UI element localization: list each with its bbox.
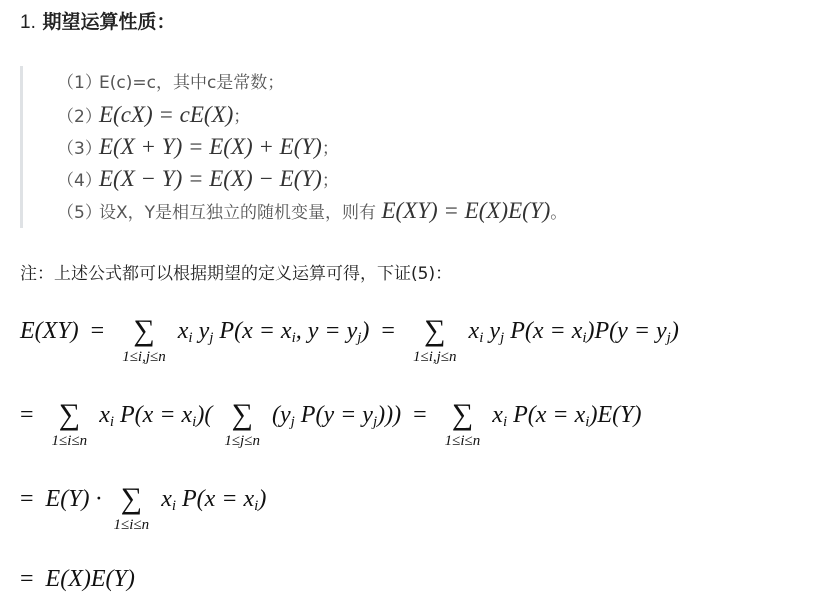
equals-sign: = bbox=[20, 486, 34, 512]
sigma-icon: ∑ bbox=[231, 398, 253, 431]
property-index: （2） bbox=[57, 107, 102, 127]
property-text: 设X，Y是相互独立的随机变量，则有 bbox=[99, 203, 377, 223]
proof-term: $x_i$ $y_j$ $P(x = x_i$, $y = y_j$) bbox=[177, 318, 370, 346]
proof-term: E(X)E(Y) bbox=[45, 566, 135, 592]
equals-sign: = bbox=[20, 566, 34, 592]
property-2 bbox=[57, 98, 250, 132]
proof-line-2 bbox=[20, 400, 641, 450]
property-suffix: ； bbox=[233, 107, 251, 127]
sigma-icon: ∑ bbox=[424, 314, 446, 347]
property-3 bbox=[57, 130, 339, 164]
proof-note: 注：上述公式都可以根据期望的定义运算可得，下证(5)： bbox=[20, 264, 453, 284]
proof-line-3 bbox=[20, 484, 266, 534]
proof-term: $x_i$ $P(x = x_i)$( bbox=[99, 402, 213, 430]
property-formula: E(XY) = E(X)E(Y) bbox=[381, 198, 551, 223]
property-index: （4） bbox=[57, 171, 102, 191]
summation-range: 1≤j≤n bbox=[224, 433, 260, 449]
summation bbox=[224, 400, 260, 450]
summation-range: 1≤i,j≤n bbox=[412, 349, 457, 365]
proof-line-4 bbox=[20, 564, 135, 594]
summation-range: 1≤i,j≤n bbox=[122, 349, 166, 365]
proof-term: $x_i$ $P(x = x_i)E(Y)$ bbox=[492, 402, 642, 430]
property-formula: E(X − Y) = E(X) − E(Y) bbox=[99, 166, 322, 191]
equals-sign: = bbox=[20, 402, 34, 428]
summation bbox=[52, 400, 88, 450]
summation-range: 1≤i≤n bbox=[444, 433, 481, 449]
proof-term: $x_i$ $P(x = x_i)$ bbox=[161, 486, 267, 514]
property-formula: E(X + Y) = E(X) + E(Y) bbox=[99, 134, 322, 159]
property-1 bbox=[57, 66, 284, 100]
sigma-icon: ∑ bbox=[120, 482, 143, 515]
proof-term: E(Y) · bbox=[45, 486, 102, 512]
property-5 bbox=[57, 194, 567, 228]
summation bbox=[413, 316, 457, 366]
equals-sign: = bbox=[381, 318, 395, 344]
heading-title: 期望运算性质： bbox=[42, 11, 176, 33]
summation bbox=[445, 400, 481, 450]
summation bbox=[122, 316, 166, 366]
property-4 bbox=[57, 162, 339, 196]
property-index: （1） bbox=[57, 73, 102, 93]
summation-range: 1≤i≤n bbox=[51, 433, 88, 449]
property-suffix: ； bbox=[321, 139, 339, 159]
summation-range: 1≤i≤n bbox=[113, 517, 150, 533]
heading-number: 1. bbox=[20, 12, 36, 33]
property-index: （3） bbox=[57, 139, 102, 159]
properties-blockquote bbox=[20, 66, 723, 228]
property-suffix: 。 bbox=[550, 203, 568, 223]
property-suffix: ； bbox=[321, 171, 339, 191]
equals-sign: = bbox=[413, 402, 427, 428]
proof-lhs: E(XY) bbox=[20, 318, 79, 344]
sigma-icon: ∑ bbox=[58, 398, 81, 431]
equals-sign: = bbox=[90, 318, 105, 344]
property-text: E(c)=c，其中c是常数； bbox=[99, 73, 285, 93]
sigma-icon: ∑ bbox=[451, 398, 474, 431]
property-formula: E(cX) = cE(X) bbox=[99, 102, 234, 127]
section-heading bbox=[20, 10, 176, 35]
proof-term: ($y_j$ $P(y = y_j)$)) bbox=[271, 402, 402, 430]
proof-term: $x_i$ $y_j$ $P(x = x_i)P(y = y_j)$ bbox=[468, 318, 679, 346]
proof-line-1 bbox=[20, 316, 679, 366]
sigma-icon: ∑ bbox=[133, 314, 155, 347]
property-index: （5） bbox=[57, 203, 102, 223]
summation bbox=[114, 484, 150, 534]
